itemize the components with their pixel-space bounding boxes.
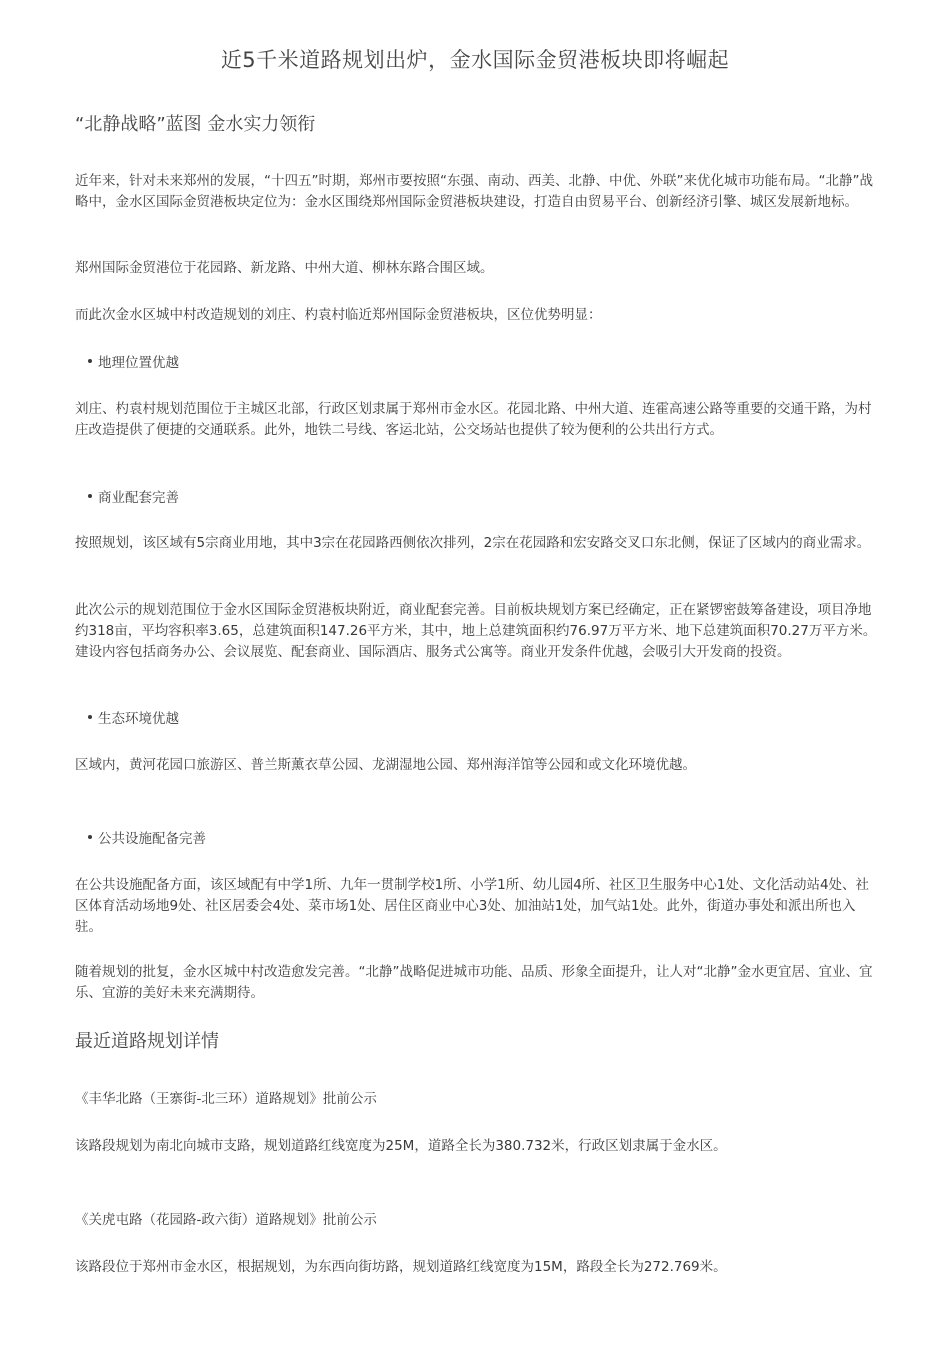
bullet-geography <box>88 351 179 371</box>
bullet-ecology <box>88 707 179 727</box>
bullet-label: 地理位置优越 <box>98 355 179 371</box>
article-title: 近5千米道路规划出炉，金水国际金贸港板块即将崛起 <box>220 48 730 72</box>
paragraph-ecology: 区域内，黄河花园口旅游区、普兰斯薰衣草公园、龙湖湿地公园、郑州海洋馆等公园和或文化环境优越。 <box>75 757 696 773</box>
bullet-dot-icon <box>88 715 92 719</box>
bullet-label: 公共设施配备完善 <box>98 831 206 847</box>
paragraph-commercial-land: 按照规划，该区域有5宗商业用地，其中3宗在花园路西侧依次排列，2宗在花园路和宏安路交叉口东北侧，保证了区域内的商业需求。 <box>75 535 871 551</box>
road-plan-desc-guanhutun: 该路段位于郑州市金水区，根据规划，为东西向街坊路，规划道路红线宽度为15M，路段全长为272.769米。 <box>75 1259 727 1275</box>
section-heading-road-plans: 最近道路规划详情 <box>75 1031 219 1052</box>
bullet-label: 商业配套完善 <box>98 490 179 506</box>
paragraph-public-facilities: 在公共设施配备方面，该区域配有中学1所、九年一贯制学校1所、小学1所、幼儿园4所、社区卫生服务中心1处、文化活动站4处、社区体育活动场地9处、社区居委会4处、菜市场1处、居住区商业中心3处、加油站1处，加气站1处。此外，街道办事处和派出所也入驻。 <box>75 877 870 935</box>
paragraph-conclusion: 随着规划的批复，金水区城中村改造愈发完善。“北静”战略促进城市功能、品质、形象全面提升，让人对“北静”金水更宜居、宜业、宜乐、宜游的美好未来充满期待。 <box>75 964 873 1001</box>
bullet-dot-icon <box>88 359 92 363</box>
bullet-dot-icon <box>88 835 92 839</box>
road-plan-title-guanhutun: 《关虎屯路（花园路-政六街）道路规划》批前公示 <box>75 1212 377 1228</box>
bullet-public-facilities <box>88 827 206 847</box>
paragraph-location: 郑州国际金贸港位于花园路、新龙路、中州大道、柳林东路合围区域。 <box>75 260 494 276</box>
section-heading-beijing-strategy: “北静战略”蓝图 金水实力领衔 <box>75 114 316 135</box>
paragraph-geography: 刘庄、杓袁村规划范围位于主城区北部，行政区划隶属于郑州市金水区。花园北路、中州大道、连霍高速公路等重要的交通干路，为村庄改造提供了便捷的交通联系。此外，地铁二号线、客运北站，公交场站也提供了较为便利的公共出行方式。 <box>75 401 872 438</box>
bullet-commerce <box>88 486 179 506</box>
paragraph-advantage: 而此次金水区城中村改造规划的刘庄、杓袁村临近郑州国际金贸港板块，区位优势明显： <box>75 307 602 323</box>
paragraph-plan-scope: 此次公示的规划范围位于金水区国际金贸港板块附近，商业配套完善。目前板块规划方案已经确定，正在紧锣密鼓筹备建设，项目净地约318亩，平均容积率3.65，总建筑面积147.26平方米，其中，地上总建筑面积约76.97万平方米、地下总建筑面积70.27万平方米。 建设内容包括商务办公、会议展览、配套商业、国际酒店、服务式公寓等。商业开发条件优越，会吸引大开发商的投资。 <box>75 602 877 660</box>
road-plan-title-fenghua: 《丰华北路（王寨街-北三环）道路规划》批前公示 <box>75 1091 377 1107</box>
bullet-dot-icon <box>88 494 92 498</box>
bullet-label: 生态环境优越 <box>98 711 179 727</box>
paragraph-intro: 近年来，针对未来郑州的发展，“十四五”时期，郑州市要按照“东强、南动、西美、北静、中优、外联”来优化城市功能布局。“北静”战略中，金水区国际金贸港板块定位为：金水区围绕郑州国际金贸港板块建设，打造自由贸易平台、创新经济引擎、城区发展新地标。 <box>75 173 873 210</box>
road-plan-desc-fenghua: 该路段规划为南北向城市支路，规划道路红线宽度为25M，道路全长为380.732米，行政区划隶属于金水区。 <box>75 1138 727 1154</box>
